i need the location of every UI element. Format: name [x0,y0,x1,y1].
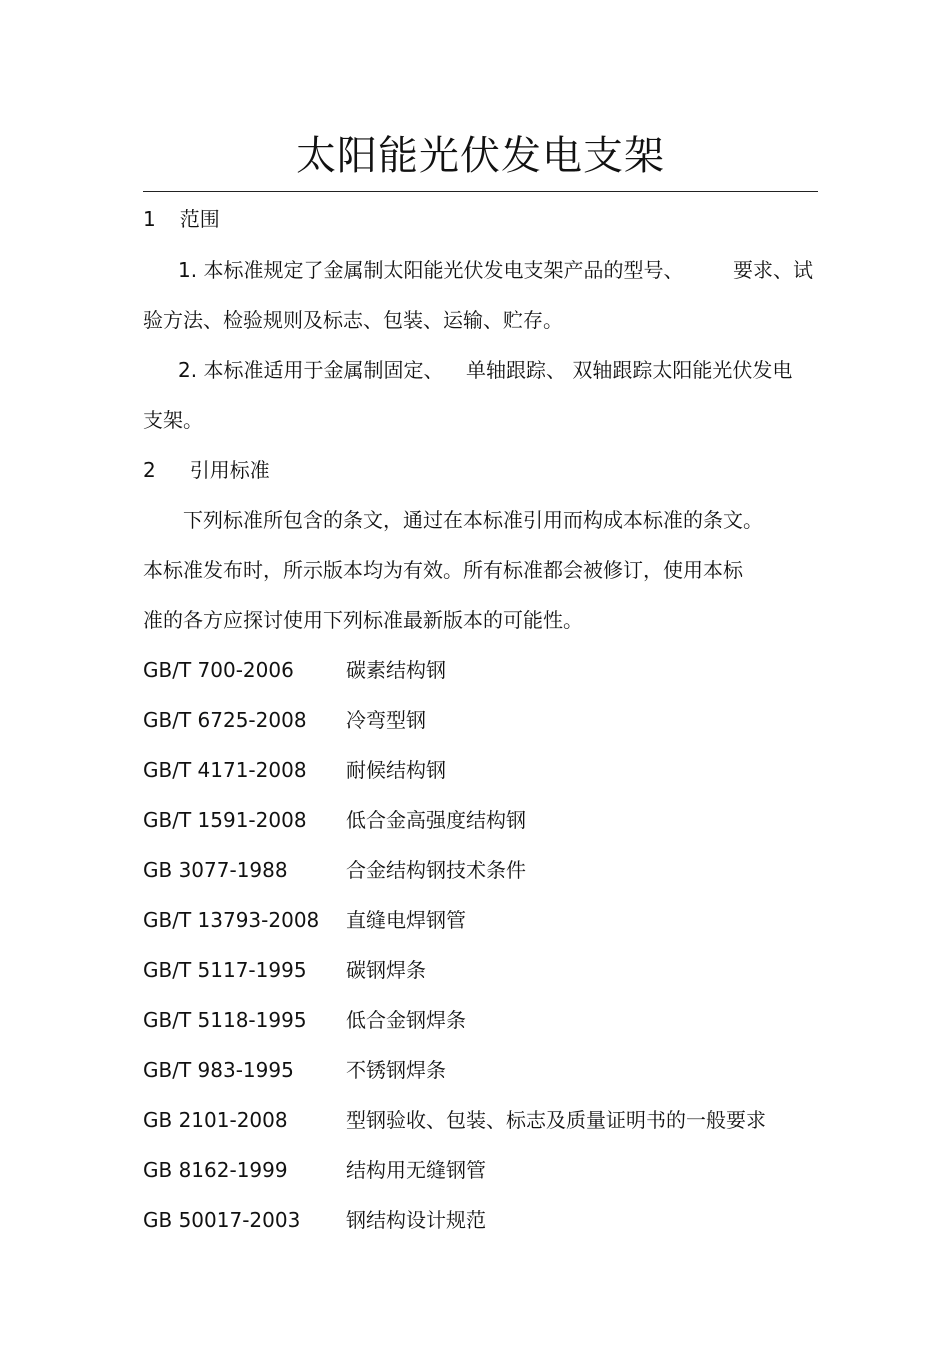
scope-item-1-line-1: 1. 本标准规定了金属制太阳能光伏发电支架产品的型号、 [178,258,684,282]
standard-code: GB 50017-2003 [143,1208,301,1232]
standard-code: GB 8162-1999 [143,1158,288,1182]
standard-name: 直缝电焊钢管 [346,908,466,932]
standard-code: GB/T 983-1995 [143,1058,294,1082]
standard-code: GB/T 1591-2008 [143,808,307,832]
standard-name: 低合金钢焊条 [346,1008,466,1032]
standard-name: 碳钢焊条 [346,958,426,982]
standard-name: 不锈钢焊条 [346,1058,446,1082]
references-paragraph-line-2: 本标准发布时，所示版本均为有效。所有标准都会被修订，使用本标 [143,558,743,582]
standard-code: GB/T 13793-2008 [143,908,320,932]
section-2-number: 2 [143,458,156,482]
section-1-heading [143,204,220,234]
references-paragraph-line-1: 下列标准所包含的条文，通过在本标准引用而构成本标准的条文。 [183,508,763,532]
scope-item-1-line-2: 验方法、检验规则及标志、包装、运输、贮存。 [143,308,563,332]
title-divider [143,191,818,192]
section-2-title: 引用标准 [189,458,270,482]
standard-name: 型钢验收、包装、标志及质量证明书的一般要求 [346,1108,766,1132]
scope-item-2-line-2: 支架。 [143,408,203,432]
standard-code: GB/T 6725-2008 [143,708,307,732]
section-2-heading [143,455,270,485]
standard-name: 低合金高强度结构钢 [346,808,526,832]
standard-name: 冷弯型钢 [346,708,426,732]
standard-code: GB/T 5117-1995 [143,958,307,982]
standard-name: 碳素结构钢 [346,658,446,682]
standard-code: GB 2101-2008 [143,1108,288,1132]
document-title: 太阳能光伏发电支架 [296,133,665,179]
references-paragraph-line-3: 准的各方应探讨使用下列标准最新版本的可能性。 [143,608,583,632]
section-1-number: 1 [143,207,156,231]
scope-item-1-line-1-end: 要求、试 [733,258,813,282]
standard-code: GB 3077-1988 [143,858,288,882]
standard-name: 钢结构设计规范 [346,1208,486,1232]
standard-name: 耐候结构钢 [346,758,446,782]
standard-name: 结构用无缝钢管 [346,1158,486,1182]
scope-item-2-line-1: 2. 本标准适用于金属制固定、 [178,358,444,382]
standard-code: GB/T 4171-2008 [143,758,307,782]
standard-code: GB/T 700-2006 [143,658,294,682]
standard-code: GB/T 5118-1995 [143,1008,307,1032]
scope-item-2-line-1-end: 单轴跟踪、 双轴跟踪太阳能光伏发电 [466,358,793,382]
standard-name: 合金结构钢技术条件 [346,858,526,882]
section-1-title: 范围 [179,207,220,231]
